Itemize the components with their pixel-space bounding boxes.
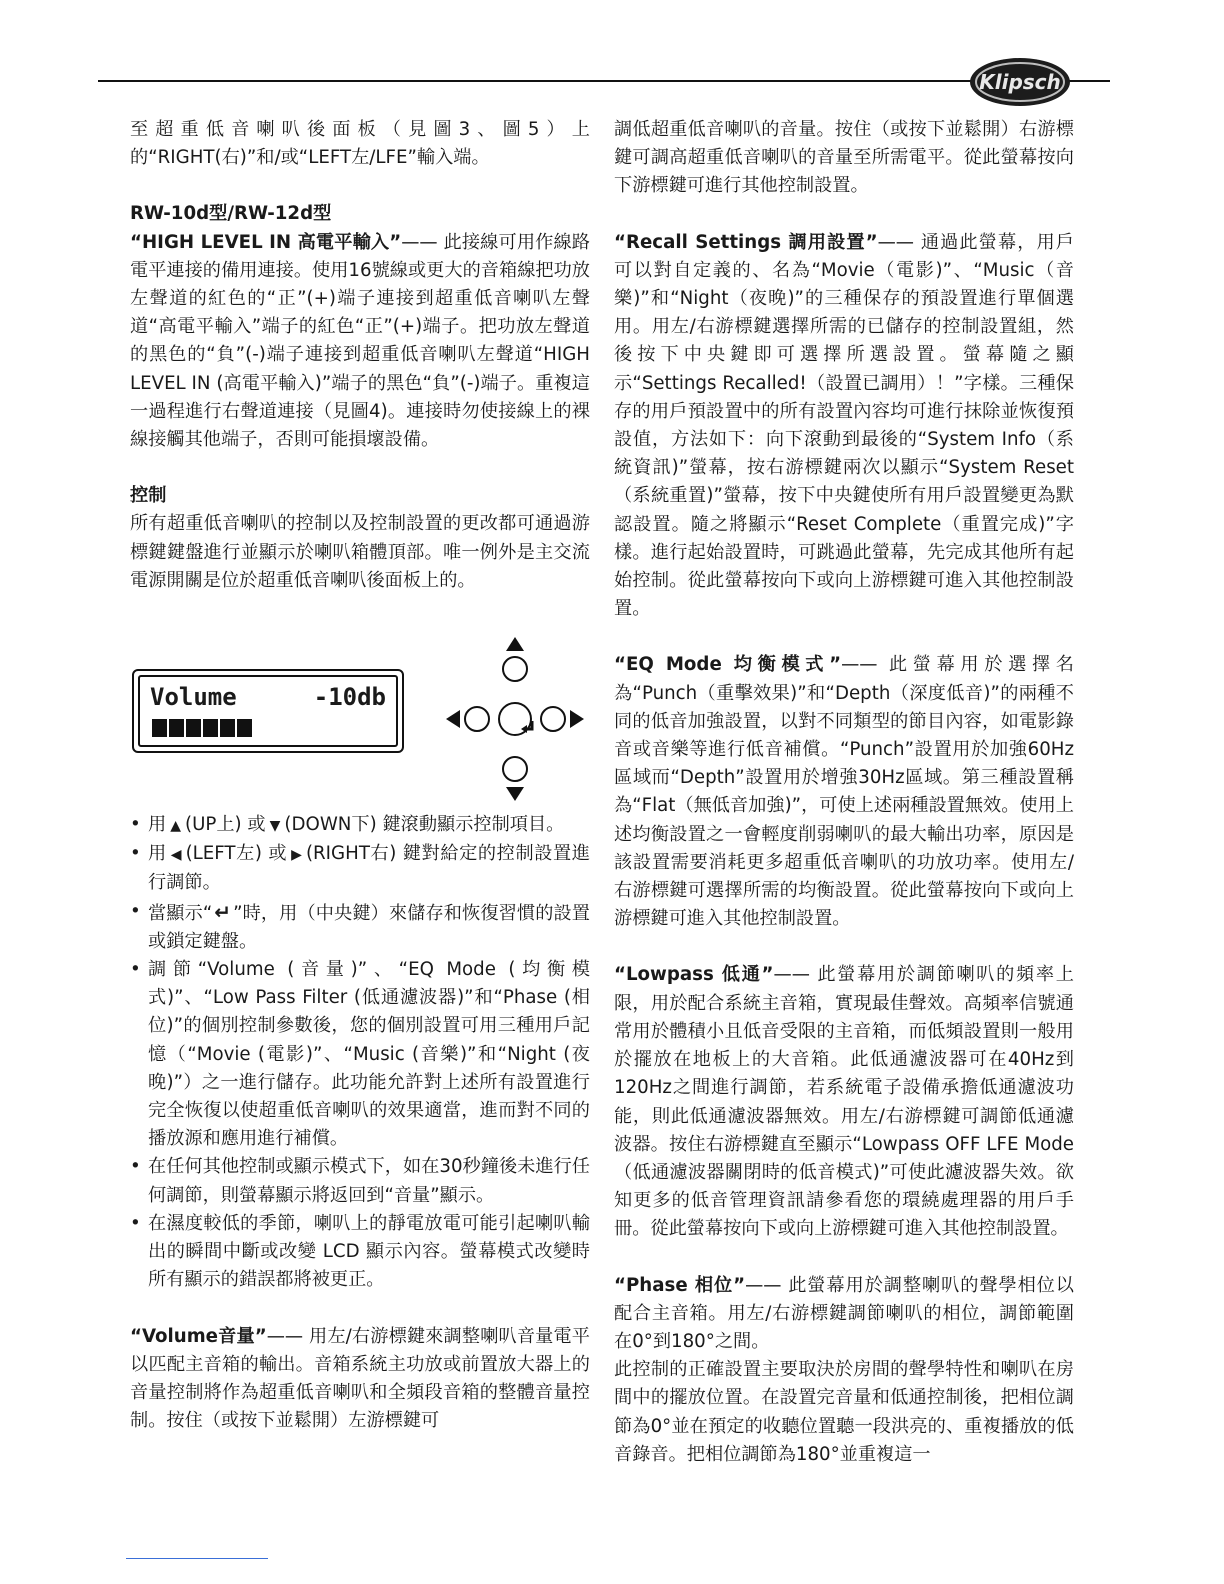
model-heading: RW-10d型/RW-12d型: [130, 203, 332, 225]
high-level-in-title: “HIGH LEVEL IN 高電平輸入”: [130, 231, 402, 253]
left-arrow-icon: [446, 710, 460, 728]
phase-body: —— 此螢幕用於調整喇叭的聲學相位以配合主音箱。用左/右游標鍵調節喇叭的相位，調節範圍在0°到180°之間。: [614, 1274, 1074, 1352]
phase-paragraph: [614, 1272, 1074, 1357]
lcd-bar-segment: [203, 719, 218, 737]
control-heading: 控制: [130, 485, 167, 507]
down-triangle-icon: ▼: [269, 818, 281, 835]
volume-title: “Volume音量”: [130, 1325, 267, 1347]
header-rule: [98, 80, 1110, 82]
left-triangle-icon: ◀: [170, 847, 182, 864]
lowpass-title: “Lowpass 低通”: [614, 964, 774, 986]
right-key-button: [541, 707, 565, 731]
volume-paragraph: [130, 1323, 590, 1436]
klipsch-logo: [968, 56, 1072, 108]
right-arrow-icon: [570, 710, 584, 728]
list-item: • 在濕度較低的季節，喇叭上的靜電放電可能引起喇叭輸出的瞬間中斷或改變 LCD 顯示內容。螢幕模式改變時所有顯示的錯誤都將被更正。: [130, 1210, 590, 1295]
eq-title: “EQ Mode 均衡模式”: [614, 654, 842, 676]
down-key-button: [503, 757, 527, 781]
control-illustration: [130, 635, 590, 811]
lcd-bar-segment: [237, 719, 252, 737]
lowpass-paragraph: [614, 961, 1074, 1243]
enter-key-icon: ↵: [214, 899, 232, 924]
intro-paragraph: 至超重低音喇叭後面板（見圖3、圖5）上的“RIGHT(右)”和/或“LEFT左/LFE”輸入端。: [130, 119, 590, 169]
recall-body: —— 通過此螢幕，用戶可以對自定義的、名為“Movie（電影)”、“Music（音樂)”和“Night（夜晚)”的三種保存的預設置進行單個選用。用左/右游標鍵選擇所需的已儲存的控制設置組，然後按下中央鍵即可選擇所選設置。螢幕隨之顯示“Settings Recalled!（設置已調用）！”字樣。三種保存的用戶預設置中的所有設置內容均可進行抹除並恢復預設值，方法如下：向下滾動到最後的“System Info（系統資訊)”螢幕，按右游標鍵兩次以顯示“System Reset（系統重置)”螢幕，按下中央鍵使所有用戶設置變更為默認設置。隨之將顯示“Reset Complete（重置完成)”字樣。進行起始設置時，可跳過此螢幕，先完成其他所有起始控制。從此螢幕按向下或向上游標鍵可進入其他控制設置。: [614, 231, 1074, 620]
recall-title: “Recall Settings 調用設置”: [614, 231, 878, 253]
up-key-button: [503, 657, 527, 681]
volume-continuation: 調低超重低音喇叭的音量。按住（或按下並鬆開）右游標鍵可調高超重低音喇叭的音量至所需電平。從此螢幕按向下游標鍵可進行其他控制設置。: [614, 119, 1074, 197]
list-item: • 用 ◀ (LEFT左) 或 ▶ (RIGHT右) 鍵對給定的控制設置進行調節。: [130, 840, 590, 897]
recall-paragraph: [614, 229, 1074, 624]
high-level-in-body: —— 此接線可用作線路電平連接的備用連接。使用16號線或更大的音箱線把功放左聲道的紅色的“正”(+)端子連接到超重低音喇叭左聲道“高電平輸入”端子的紅色“正”(+)端子。把功放左聲道的黑色的“負”(-)端子連接到超重低音喇叭左聲道“HIGH LEVEL IN (高電平輸入)”端子的黑色“負”(-)端子。重複這一過程進行右聲道連接（見圖4)。連接時勿使接線上的裸線接觸其他端子，否則可能損壞設備。: [130, 231, 590, 451]
up-triangle-icon: ▲: [170, 818, 181, 835]
right-column: [614, 116, 1074, 1469]
eq-body: —— 此螢幕用於選擇名為“Punch（重擊效果)”和“Depth（深度低音)”的兩種不同的低音加強設置，以對不同類型的節目內容，如電影錄音或音樂等進行低音補償。“Punch”設置用於加強60Hz區域而“Depth”設置用於增強30Hz區域。第三種設置稱為“Flat（無低音加強)”，可使上述兩種設置無效。使用上述均衡設置之一會輕度削弱喇叭的最大輸出功率，原因是該設置需要消耗更多超重低音喇叭的功放功率。使用左/右游標鍵可選擇所需的均衡設置。從此螢幕按向下或向上游標鍵可進入其他控制設置。: [614, 654, 1074, 930]
lcd-bar-segment: [220, 719, 235, 737]
phase-title: “Phase 相位”: [614, 1274, 746, 1296]
logo-text: Klipsch: [979, 70, 1061, 94]
up-arrow-icon: [506, 637, 524, 651]
list-item: • 調節“Volume (音量)”、“EQ Mode (均衡模式)”、“Low Pass Filter (低通濾波器)”和“Phase (相位)”的個別控制參數後，您的個別設置可用三種用戶記憶（“Movie (電影)”、“Music (音樂)”和“Night (夜晚)”）之一進行儲存。此功能允許對上述所有設置進行完全恢復以使超重低音喇叭的效果適當，進而對不同的播放源和應用進行補償。: [130, 956, 590, 1153]
lcd-level-bar: [152, 719, 252, 737]
left-column: [130, 116, 590, 1435]
volume-body: —— 用左/右游標鍵來調整喇叭音量電平以匹配主音箱的輸出。音箱系統主功放或前置放大器上的音量控制將作為超重低音喇叭和全頻段音箱的整體音量控制。按住（或按下並鬆開）左游標鍵可: [130, 1325, 590, 1432]
lcd-bar-segment: [152, 719, 167, 737]
control-paragraph: 所有超重低音喇叭的控制以及控制設置的更改都可通過游標鍵鍵盤進行並顯示於喇叭箱體頂部。唯一例外是主交流電源開關是位於超重低音喇叭後面板上的。: [130, 513, 590, 591]
down-arrow-icon: [506, 787, 524, 801]
list-item: • 在任何其他控制或顯示模式下，如在30秒鐘後未進行任何調節，則螢幕顯示將返回到“音量”顯示。: [130, 1153, 590, 1209]
lowpass-body: —— 此螢幕用於調節喇叭的頻率上限，用於配合系統主音箱，實現最佳聲效。高頻率信號通常用於體積小且低音受限的主音箱，而低頻設置則一般用於擺放在地板上的大音箱。此低通濾波器可在40Hz到120Hz之間進行調節，若系統電子設備承擔低通濾波功能，則此低通濾波器無效。用左/右游標鍵可調節低通濾波器。按住右游標鍵直至顯示“Lowpass OFF LFE Mode（低通濾波器關閉時的低音模式)”可使此濾波器失效。欲知更多的低音管理資訊請參看您的環繞處理器的用戶手冊。從此螢幕按向下或向上游標鍵可進入其他控制設置。: [614, 964, 1074, 1240]
cursor-keypad: [440, 635, 590, 811]
lcd-label: Volume: [150, 683, 237, 712]
right-triangle-icon: ▶: [291, 847, 302, 864]
footnote-rule: [126, 1558, 268, 1559]
list-item: • 當顯示“ ↵ ”時，用（中央鍵）來儲存和恢復習慣的設置或鎖定鍵盤。: [130, 898, 590, 956]
left-key-button: [465, 707, 489, 731]
list-item: • 用 ▲ (UP上) 或 ▼ (DOWN下) 鍵滾動顯示控制項目。: [130, 811, 590, 840]
usage-bullet-list: [130, 811, 590, 1294]
lcd-bar-segment: [186, 719, 201, 737]
high-level-in-paragraph: [130, 229, 590, 455]
lcd-value: -10db: [313, 683, 386, 712]
phase-paragraph-2: 此控制的正確設置主要取決於房間的聲學特性和喇叭在房間中的擺放位置。在設置完音量和低通控制後，把相位調節為0°並在預定的收聽位置聽一段洪亮的、重複播放的低音錄音。把相位調節為180°並重複這一: [614, 1359, 1074, 1465]
lcd-display: [132, 669, 404, 753]
eq-paragraph: [614, 651, 1074, 933]
lcd-bar-segment: [169, 719, 184, 737]
